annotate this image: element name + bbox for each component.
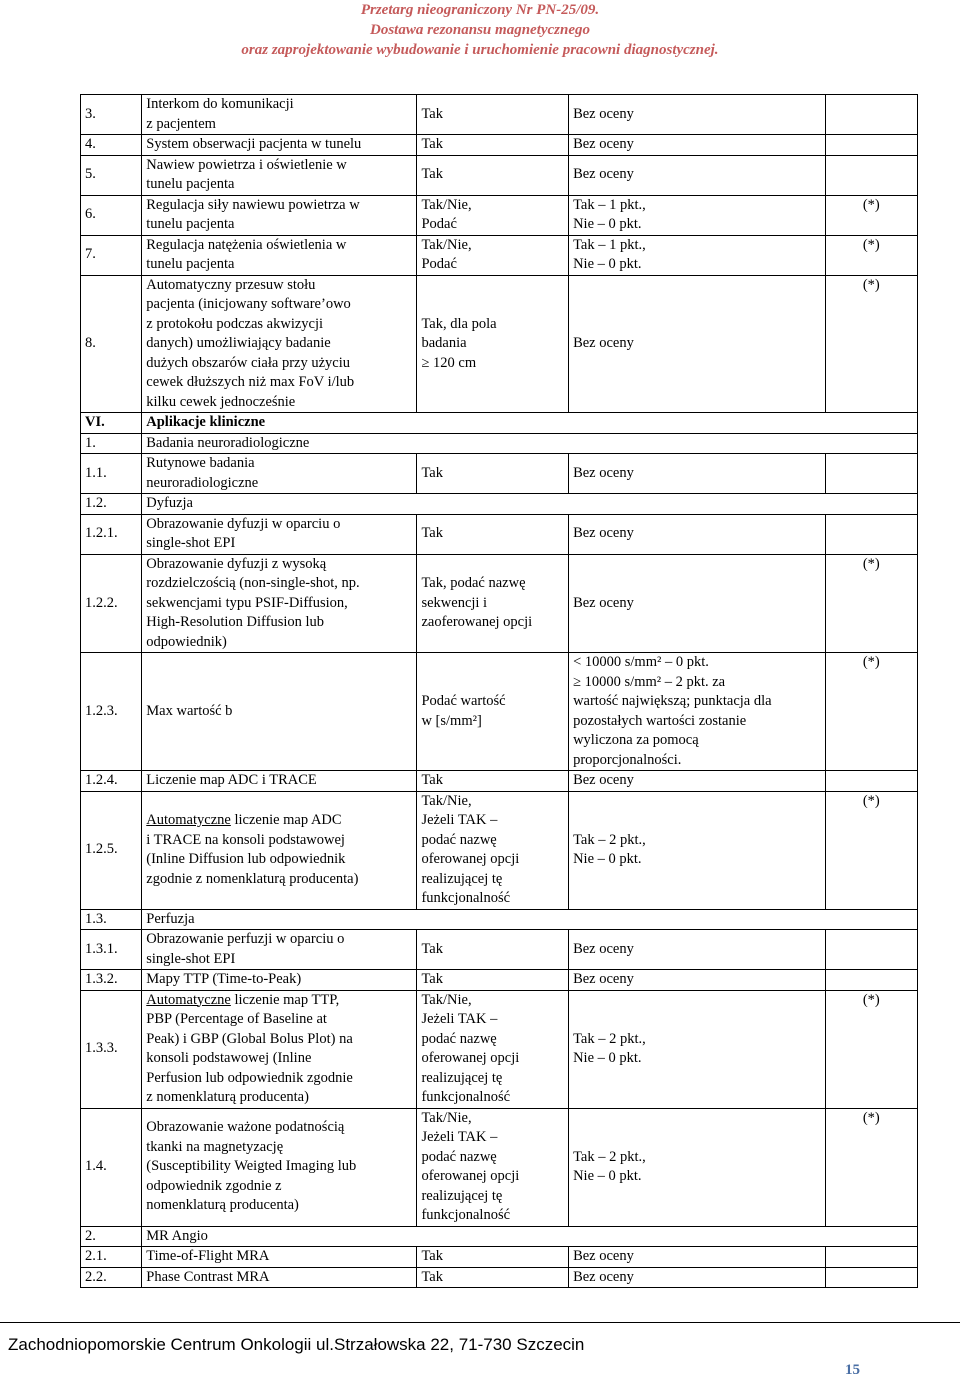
requirement-description	[142, 653, 417, 771]
asterisk-mark: (*)	[825, 195, 917, 235]
val-line: Tak, podać nazwę	[421, 575, 526, 591]
desc-line: Interkom do komunikacji	[146, 96, 294, 112]
required-value	[417, 275, 569, 413]
scoring	[569, 930, 826, 970]
desc-line: Perfusion lub odpowiednik zgodnie	[146, 1069, 353, 1086]
asterisk-mark	[825, 1267, 917, 1288]
required-value	[417, 95, 569, 135]
desc-line: z pacjentem	[146, 115, 216, 132]
desc-line: tunelu pacjenta	[146, 256, 235, 272]
desc-line: odpowiednik zgodnie z	[146, 1177, 282, 1194]
table-row	[81, 235, 918, 275]
val-line: Tak/Nie,	[421, 792, 472, 809]
section-row	[81, 1226, 918, 1247]
desc-line: i TRACE na konsoli podstawowej	[146, 831, 345, 848]
val-line: Tak	[421, 525, 443, 542]
score-line: Tak – 2 pkt.,	[573, 1148, 646, 1165]
score-line: Bez oceny	[573, 1268, 634, 1285]
item-number: 3.	[81, 95, 142, 135]
scoring	[569, 514, 826, 554]
desc-line: (Susceptibility Weigted Imaging lub	[146, 1158, 357, 1175]
asterisk-mark: (*)	[825, 235, 917, 275]
scoring	[569, 554, 826, 653]
val-line: podać nazwę	[421, 831, 497, 848]
score-line: < 10000 s/mm² – 0 pkt.	[573, 654, 709, 670]
scoring	[569, 653, 826, 771]
val-line: Tak	[421, 166, 443, 183]
desc-line: odpowiednik)	[146, 633, 227, 650]
requirement-description	[142, 95, 417, 135]
score-line: proporcjonalności.	[573, 751, 682, 768]
header-line-3: oraz zaprojektowanie wybudowanie i uruchomienie pracowni diagnostycznej.	[241, 42, 719, 58]
desc-line: Obrazowanie perfuzji w oparciu o	[146, 931, 345, 947]
section-row	[81, 413, 918, 434]
empty-cell	[417, 433, 918, 454]
item-number: 1.2.1.	[81, 514, 142, 554]
score-line: Tak – 1 pkt.,	[573, 196, 646, 213]
desc-line: z protokołu podczas akwizycji	[146, 315, 324, 332]
desc-line: Aplikacje kliniczne	[146, 414, 266, 430]
desc-line: Rutynowe badania	[146, 455, 255, 471]
desc-line: tunelu pacjenta	[146, 216, 235, 232]
scoring	[569, 235, 826, 275]
section-title	[142, 1226, 417, 1247]
desc-line: Obrazowanie dyfuzji z wysoką	[146, 555, 327, 572]
scoring	[569, 95, 826, 135]
val-line: Tak	[421, 940, 443, 957]
required-value	[417, 155, 569, 195]
table-row	[81, 1108, 918, 1226]
val-line: oferowanej opcji	[421, 851, 520, 867]
score-line: wyliczona za pomocą	[573, 732, 699, 748]
required-value	[417, 771, 569, 792]
section-row	[81, 909, 918, 930]
requirement-description	[142, 771, 417, 792]
score-line: Bez oceny	[573, 940, 634, 957]
scoring	[569, 454, 826, 494]
required-value	[417, 791, 569, 909]
val-line: Tak/Nie,	[421, 236, 472, 253]
item-number: 7.	[81, 235, 142, 275]
requirement-description	[142, 930, 417, 970]
section-title	[142, 433, 417, 454]
item-number: 6.	[81, 195, 142, 235]
desc-line: System obserwacji pacjenta w tunelu	[146, 136, 362, 152]
table-row	[81, 653, 918, 771]
scoring	[569, 275, 826, 413]
scoring	[569, 155, 826, 195]
table-row	[81, 771, 918, 792]
page-number: 15	[845, 1362, 860, 1378]
val-line: zaoferowanej opcji	[421, 614, 533, 630]
item-number: 1.3.1.	[81, 930, 142, 970]
requirement-description	[142, 970, 417, 991]
desc-line: kilku cewek jednocześnie	[146, 393, 296, 410]
asterisk-mark: (*)	[825, 554, 917, 653]
desc-line: dużych obszarów ciała przy użyciu	[146, 354, 350, 371]
scoring	[569, 1267, 826, 1288]
requirement-description	[142, 195, 417, 235]
scoring	[569, 195, 826, 235]
scoring	[569, 771, 826, 792]
asterisk-mark: (*)	[825, 791, 917, 909]
table-row	[81, 135, 918, 156]
val-line: Tak	[421, 1268, 443, 1285]
val-line: Tak	[421, 136, 443, 152]
val-line: Podać wartość	[421, 693, 506, 709]
desc-line: neuroradiologiczne	[146, 474, 259, 491]
desc-line: Obrazowanie dyfuzji w oparciu o	[146, 515, 341, 532]
score-line: ≥ 10000 s/mm² – 2 pkt. za	[573, 673, 726, 690]
val-line: funkcjonalność	[421, 1207, 511, 1223]
val-line: realizującej tę	[421, 1069, 503, 1086]
table-row	[81, 930, 918, 970]
table-row	[81, 791, 918, 909]
desc-line: pacjenta (inicjowany software’owo	[146, 296, 351, 312]
required-value	[417, 195, 569, 235]
requirement-description	[142, 514, 417, 554]
score-line: pozostałych wartości zostanie	[573, 712, 747, 729]
desc-line: cewek dłuższych niż max FoV i/lub	[146, 374, 355, 390]
requirement-description	[142, 1108, 417, 1226]
section-title	[142, 909, 417, 930]
empty-cell	[417, 1226, 918, 1247]
required-value	[417, 454, 569, 494]
required-value	[417, 990, 569, 1108]
desc-line: Dyfuzja	[146, 495, 193, 511]
requirement-description	[142, 554, 417, 653]
table-row	[81, 514, 918, 554]
item-number: 5.	[81, 155, 142, 195]
table-row	[81, 195, 918, 235]
score-line: Nie – 0 pkt.	[573, 256, 642, 272]
val-line: funkcjonalność	[421, 890, 511, 906]
desc-line: sekwencjami typu PSIF-Diffusion,	[146, 594, 348, 611]
item-number: 1.2.2.	[81, 554, 142, 653]
item-number: 1.1.	[81, 454, 142, 494]
desc-line: z nomenklaturą producenta)	[146, 1089, 309, 1105]
item-number: 1.2.	[81, 494, 142, 515]
table-row	[81, 1247, 918, 1268]
score-line: Bez oceny	[573, 1248, 634, 1264]
asterisk-mark	[825, 514, 917, 554]
score-line: Bez oceny	[573, 464, 634, 481]
asterisk-mark	[825, 970, 917, 991]
score-line: Bez oceny	[573, 971, 634, 987]
scoring	[569, 970, 826, 991]
item-number: 4.	[81, 135, 142, 156]
score-line: Nie – 0 pkt.	[573, 1168, 642, 1184]
desc-line: Liczenie map ADC i TRACE	[146, 772, 317, 788]
desc-line: Regulacja siły nawiewu powietrza w	[146, 196, 360, 213]
desc-line: Automatyczny przesuw stołu	[146, 276, 316, 293]
required-value	[417, 554, 569, 653]
score-line: Bez oceny	[573, 136, 634, 152]
table-row	[81, 454, 918, 494]
desc-line: (Inline Diffusion lub odpowiednik	[146, 851, 346, 867]
asterisk-mark	[825, 95, 917, 135]
desc-line: Phase Contrast MRA	[146, 1268, 270, 1285]
desc-line: Time-of-Flight MRA	[146, 1248, 270, 1264]
desc-line: tunelu pacjenta	[146, 176, 235, 192]
required-value	[417, 514, 569, 554]
val-line: Jeżeli TAK –	[421, 1011, 498, 1027]
desc-line: Nawiew powietrza i oświetlenie w	[146, 156, 347, 173]
section-row	[81, 433, 918, 454]
item-number: 1.4.	[81, 1108, 142, 1226]
specification-table-body	[81, 95, 918, 1288]
score-line: Tak – 2 pkt.,	[573, 831, 646, 848]
val-line: Jeżeli TAK –	[421, 812, 498, 828]
asterisk-mark: (*)	[825, 990, 917, 1108]
table-row	[81, 554, 918, 653]
footer-address: Zachodniopomorskie Centrum Onkologii ul.Strzałowska 22, 71-730 Szczecin	[8, 1335, 585, 1354]
item-number: 1.3.3.	[81, 990, 142, 1108]
required-value	[417, 1108, 569, 1226]
item-number: 1.3.	[81, 909, 142, 930]
val-line: badania	[421, 335, 467, 351]
score-line: Bez oceny	[573, 105, 634, 122]
score-line: Bez oceny	[573, 525, 634, 542]
requirement-description	[142, 155, 417, 195]
val-line: w [s/mm²]	[421, 712, 482, 729]
desc-line: Peak) i GBP (Global Bolus Plot) na	[146, 1030, 353, 1047]
empty-cell	[417, 909, 918, 930]
item-number: 2.1.	[81, 1247, 142, 1268]
requirement-description	[142, 1267, 417, 1288]
required-value	[417, 1267, 569, 1288]
requirement-description	[142, 235, 417, 275]
item-number: 2.	[81, 1226, 142, 1247]
item-number: 1.2.4.	[81, 771, 142, 792]
score-line: Nie – 0 pkt.	[573, 851, 642, 867]
required-value	[417, 235, 569, 275]
val-line: podać nazwę	[421, 1030, 497, 1047]
desc-line: Obrazowanie ważone podatnością	[146, 1119, 345, 1136]
desc-line: nomenklaturą producenta)	[146, 1197, 299, 1214]
val-line: oferowanej opcji	[421, 1050, 520, 1066]
val-line: Podać	[421, 256, 457, 272]
desc-line: single-shot EPI	[146, 535, 236, 551]
asterisk-mark	[825, 454, 917, 494]
header-line-2: Dostawa rezonansu magnetycznego	[369, 22, 591, 38]
asterisk-mark	[825, 771, 917, 792]
underlined-word: Automatyczne	[146, 991, 231, 1008]
asterisk-mark	[825, 1247, 917, 1268]
table-row	[81, 990, 918, 1108]
val-line: oferowanej opcji	[421, 1168, 520, 1184]
required-value	[417, 135, 569, 156]
item-number: 8.	[81, 275, 142, 413]
empty-cell	[417, 413, 918, 434]
desc-line: Mapy TTP (Time-to-Peak)	[146, 971, 302, 987]
item-number: 1.2.5.	[81, 791, 142, 909]
empty-cell	[417, 494, 918, 515]
desc-line: danych) umożliwiający badanie	[146, 335, 331, 351]
score-line: wartość największą; punktacja dla	[573, 693, 772, 709]
val-line: podać nazwę	[421, 1148, 497, 1165]
table-row	[81, 970, 918, 991]
requirement-description	[142, 990, 417, 1108]
val-line: Tak, dla pola	[421, 315, 497, 332]
val-line: Tak/Nie,	[421, 991, 472, 1008]
desc-line: High-Resolution Diffusion lub	[146, 614, 325, 630]
score-line: Bez oceny	[573, 166, 634, 183]
score-line: Tak – 1 pkt.,	[573, 236, 646, 253]
item-number: 1.2.3.	[81, 653, 142, 771]
requirement-description	[142, 454, 417, 494]
desc-line: rozdzielczością (non-single-shot, np.	[146, 575, 360, 591]
header-line-1: Przetarg nieograniczony Nr PN-25/09.	[360, 2, 600, 18]
desc-line: konsoli podstawowej (Inline	[146, 1050, 312, 1066]
desc-line: Max wartość b	[146, 702, 233, 719]
val-line: Tak	[421, 772, 443, 788]
scoring	[569, 990, 826, 1108]
asterisk-mark	[825, 135, 917, 156]
score-line: Tak – 2 pkt.,	[573, 1030, 646, 1047]
desc-line: Automatyczne liczenie map TTP,	[146, 991, 340, 1008]
required-value	[417, 1247, 569, 1268]
section-title	[142, 494, 417, 515]
val-line: sekwencji i	[421, 594, 488, 611]
desc-line: PBP (Percentage of Baseline at	[146, 1011, 327, 1027]
val-line: ≥ 120 cm	[421, 354, 477, 371]
score-line: Bez oceny	[573, 772, 634, 788]
required-value	[417, 970, 569, 991]
requirement-description	[142, 791, 417, 909]
requirement-description	[142, 275, 417, 413]
asterisk-mark	[825, 930, 917, 970]
table-row	[81, 155, 918, 195]
specification-table	[80, 94, 918, 1288]
required-value	[417, 653, 569, 771]
footer-divider	[0, 1322, 960, 1323]
val-line: Tak	[421, 1248, 443, 1264]
asterisk-mark	[825, 155, 917, 195]
val-line: Jeżeli TAK –	[421, 1129, 498, 1145]
section-title	[142, 413, 417, 434]
desc-line: Badania neuroradiologiczne	[146, 434, 310, 451]
scoring	[569, 791, 826, 909]
required-value	[417, 930, 569, 970]
val-line: realizującej tę	[421, 1187, 503, 1204]
requirement-description	[142, 1247, 417, 1268]
score-line: Nie – 0 pkt.	[573, 1050, 642, 1066]
desc-line: Perfuzja	[146, 910, 195, 927]
val-line: Tak	[421, 105, 443, 122]
item-number: 2.2.	[81, 1267, 142, 1288]
desc-line: zgodnie z nomenklaturą producenta)	[146, 870, 359, 887]
asterisk-mark: (*)	[825, 653, 917, 771]
asterisk-mark: (*)	[825, 275, 917, 413]
val-line: Podać	[421, 216, 457, 232]
val-line: funkcjonalność	[421, 1089, 511, 1105]
desc-line: single-shot EPI	[146, 950, 236, 967]
scoring	[569, 135, 826, 156]
desc-line: MR Angio	[146, 1227, 208, 1244]
score-line: Nie – 0 pkt.	[573, 216, 642, 232]
table-row	[81, 1267, 918, 1288]
table-row	[81, 275, 918, 413]
val-line: realizującej tę	[421, 870, 503, 887]
val-line: Tak/Nie,	[421, 196, 472, 213]
scoring	[569, 1108, 826, 1226]
val-line: Tak	[421, 971, 443, 987]
section-row	[81, 494, 918, 515]
scoring	[569, 1247, 826, 1268]
val-line: Tak	[421, 464, 443, 481]
score-line: Bez oceny	[573, 335, 634, 351]
asterisk-mark: (*)	[825, 1108, 917, 1226]
underlined-word: Automatyczne	[146, 812, 231, 828]
item-number: VI.	[81, 413, 142, 434]
item-number: 1.3.2.	[81, 970, 142, 991]
table-row	[81, 95, 918, 135]
desc-line: Automatyczne liczenie map ADC	[146, 812, 342, 828]
requirement-description	[142, 135, 417, 156]
item-number: 1.	[81, 433, 142, 454]
val-line: Tak/Nie,	[421, 1109, 472, 1126]
desc-line: tkanki na magnetyzację	[146, 1138, 284, 1155]
desc-line: Regulacja natężenia oświetlenia w	[146, 236, 347, 253]
score-line: Bez oceny	[573, 594, 634, 611]
